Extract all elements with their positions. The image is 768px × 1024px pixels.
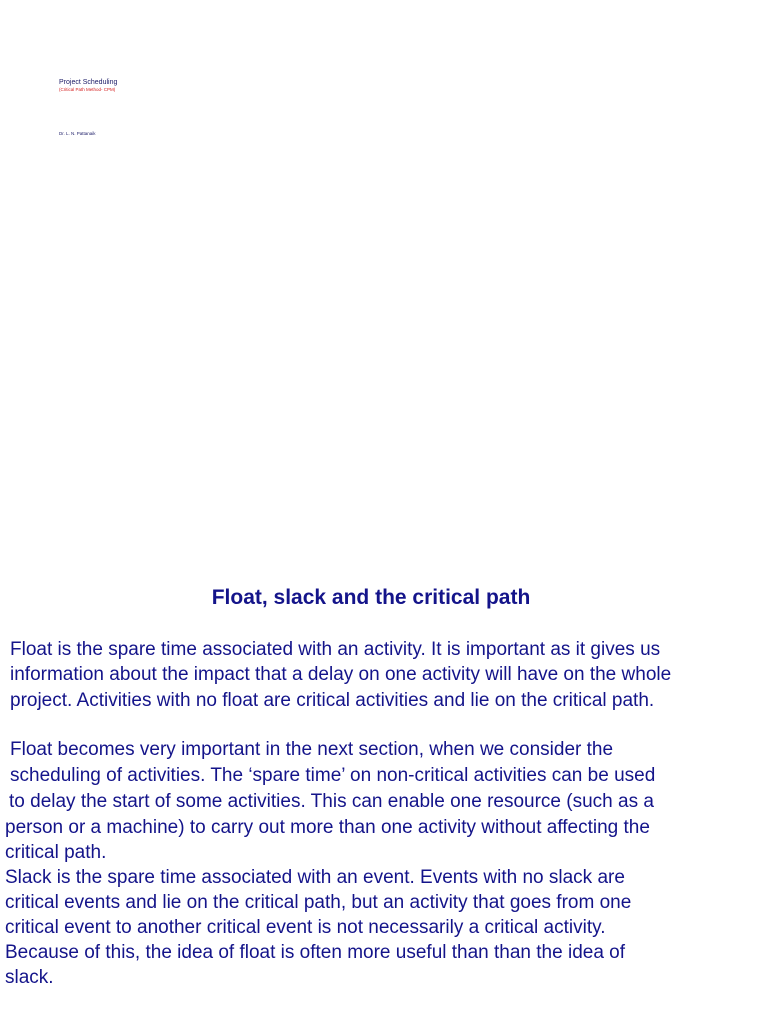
text-line: critical event to another critical event is not necessarily a critical activity. <box>5 917 606 938</box>
text-line: Because of this, the idea of float is often more useful than than the idea of <box>5 942 626 963</box>
text-line: project. Activities with no float are critical activities and lie on the critical path. <box>10 690 655 711</box>
text-line: critical events and lie on the critical path, but an activity that goes from one <box>5 892 632 913</box>
text-line: slack. <box>5 967 54 988</box>
text-line: Float becomes very important in the next section, when we consider the <box>10 739 614 760</box>
text-line: information about the impact that a delay on one activity will have on the whole <box>10 664 672 685</box>
text-line: scheduling of activities. The ‘spare time’ on non-critical activities can be used <box>10 765 656 786</box>
author-name: Dr. L. N. Pattanaik <box>59 131 96 136</box>
document-title: Project Scheduling <box>59 79 118 86</box>
text-line: person or a machine) to carry out more than one activity without affecting the <box>5 817 650 838</box>
text-line: critical path. <box>5 842 107 863</box>
text-line: Slack is the spare time associated with an event. Events with no slack are <box>5 867 625 888</box>
text-line: to delay the start of some activities. This can enable one resource (such as a <box>9 791 654 812</box>
document-header <box>59 78 117 93</box>
text-line: Float is the spare time associated with an activity. It is important as it gives us <box>10 639 661 660</box>
document-subtitle: (Critical Path Method- CPM) <box>59 87 116 92</box>
slide-title: Float, slack and the critical path <box>211 586 531 609</box>
